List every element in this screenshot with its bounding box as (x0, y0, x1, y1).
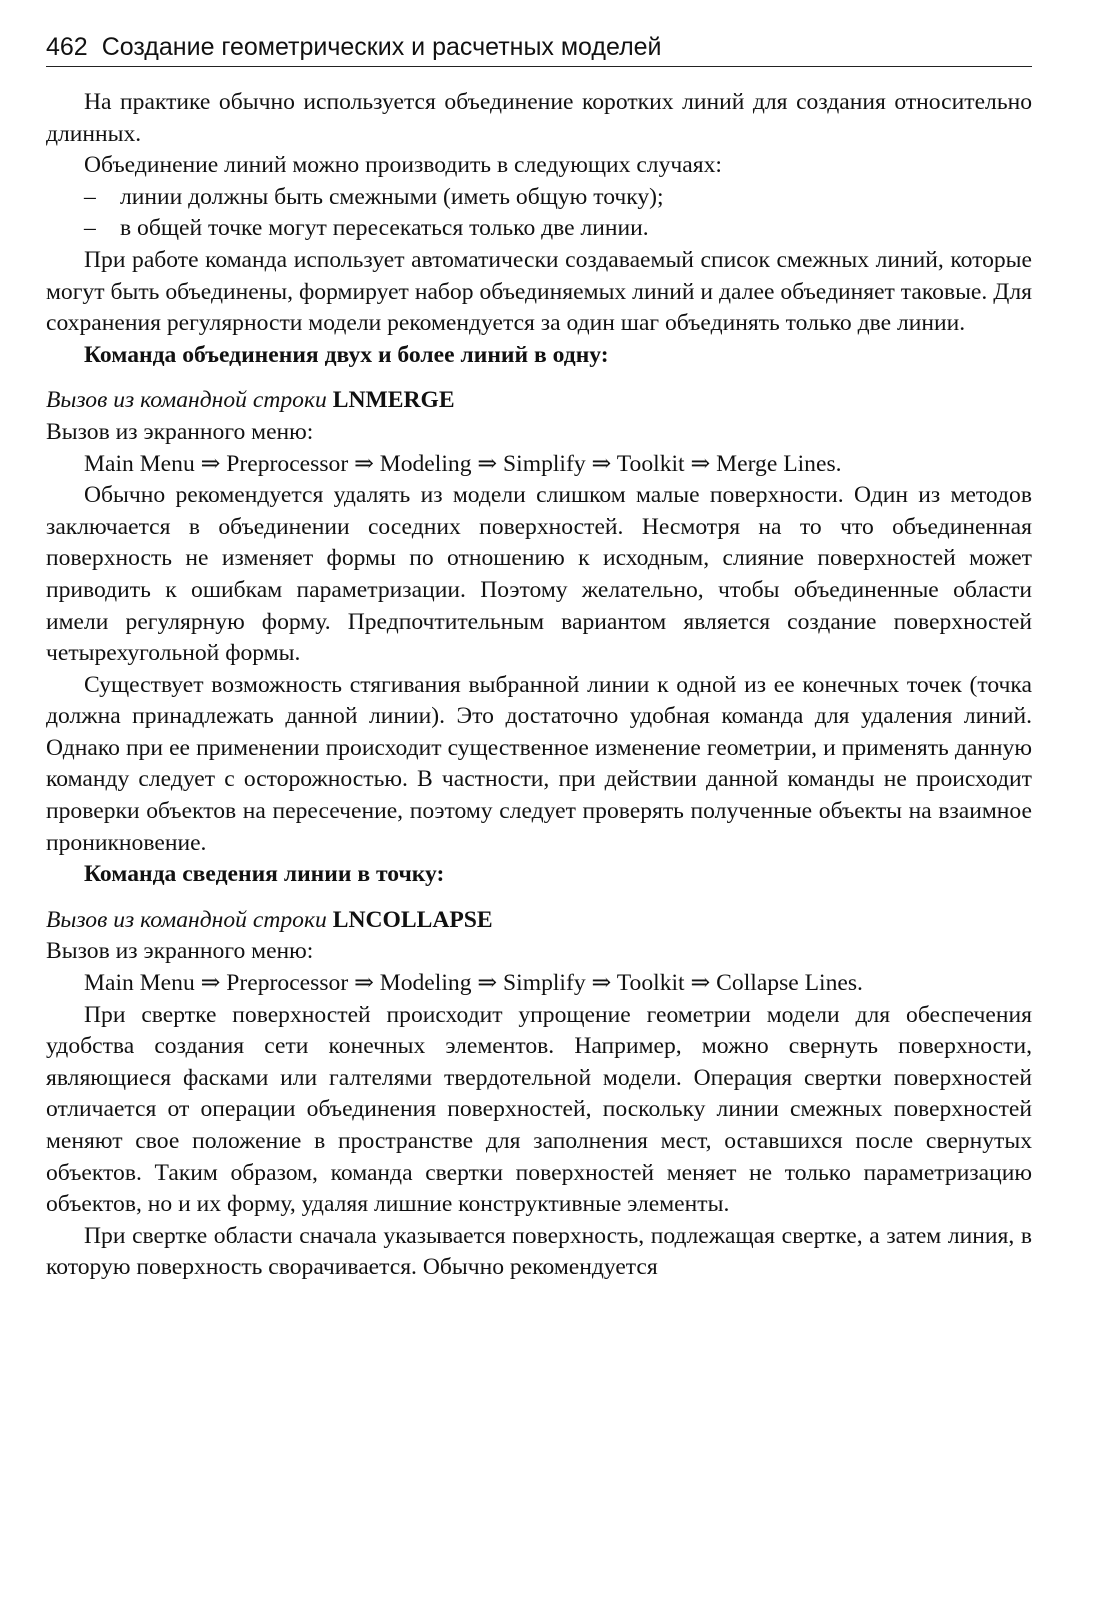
menu-call-label: Вызов из экранного меню: (46, 418, 314, 445)
page-body (46, 87, 1032, 1284)
paragraph-2: Объединение линий можно производить в следующих случаях: (84, 152, 722, 179)
command-name: LNCOLLAPSE (332, 906, 493, 933)
running-header (46, 30, 1032, 67)
list-dash: – (84, 215, 96, 242)
command-heading-collapse: Команда сведения линии в точку: (84, 861, 445, 888)
menu-path-merge: Main Menu ⇒ Preprocessor ⇒ Modeling ⇒ Simplify ⇒ Toolkit ⇒ Merge Lines. (84, 450, 842, 477)
paragraph-3: При работе команда использует автоматически создаваемый список смежных линий, которые могут быть объединены, формирует набор объединяемых линий и далее объединяет таковые. Для сохранения регулярности модели рекомендуется за один шаг объединять только две линии. (46, 246, 1032, 337)
list-item (46, 182, 1032, 214)
list-item-text: линии должны быть смежными (иметь общую точку); (120, 183, 664, 210)
command-heading-merge: Команда объединения двух и более линий в одну: (84, 341, 609, 368)
command-line-call-label: Вызов из командной строки (46, 906, 327, 933)
book-page (46, 30, 1032, 1284)
command-line-call-collapse (46, 905, 1032, 937)
command-line-call-label: Вызов из командной строки (46, 387, 327, 414)
page-number: 462 (46, 33, 88, 61)
menu-call-label: Вызов из экранного меню: (46, 938, 314, 965)
list-item-text: в общей точке могут пересекаться только две линии. (120, 215, 649, 242)
menu-path-collapse: Main Menu ⇒ Preprocessor ⇒ Modeling ⇒ Simplify ⇒ Toolkit ⇒ Collapse Lines. (84, 970, 863, 997)
paragraph-1: На практике обычно используется объединение коротких линий для создания относительно длинных. (46, 89, 1032, 147)
paragraph-4: Обычно рекомендуется удалять из модели слишком малые поверхности. Один из методов заключается в объединении соседних поверхностей. Несмотря на то что объединенная поверхность не изменяет формы по отношению к исходным, слияние поверхностей может приводить к ошибкам параметризации. Поэтому желательно, чтобы объединенные области имели регулярную форму. Предпочтительным вариантом является создание поверхностей четырехугольной формы. (46, 482, 1032, 667)
command-line-call-merge (46, 385, 1032, 417)
paragraph-7: При свертке области сначала указывается поверхность, подлежащая свертке, а затем линия, в которую поверхность сворачивается. Обычно рекомендуется (46, 1222, 1032, 1281)
paragraph-5: Существует возможность стягивания выбранной линии к одной из ее конечных точек (точка должна принадлежать данной линии). Это достаточно удобная команда для удаления линий. Однако при ее применении происходит существенное изменение геометрии, и применять данную команду следует с осторожностью. В частности, при действии данной команды не происходит проверки объектов на пересечение, поэтому следует проверять полученные объекты на взаимное проникновение. (46, 671, 1032, 856)
command-name: LNMERGE (332, 387, 455, 414)
list-dash: – (84, 183, 96, 210)
conditions-list (46, 182, 1032, 245)
running-title: Создание геометрических и расчетных моделей (101, 33, 662, 61)
list-item (46, 213, 1032, 245)
paragraph-6: При свертке поверхностей происходит упрощение геометрии модели для обеспечения удобства создания сети конечных элементов. Например, можно свернуть поверхности, являющиеся фасками или галтелями твердотельной модели. Операция свертки поверхностей отличается от операции объединения поверхностей, поскольку линии смежных поверхностей меняют свое положение в пространстве для заполнения мест, оставшихся после свернутых объектов. Таким образом, команда свертки поверхностей меняет не только параметризацию объектов, но и их форму, удаляя лишние конструктивные элементы. (46, 1001, 1032, 1218)
